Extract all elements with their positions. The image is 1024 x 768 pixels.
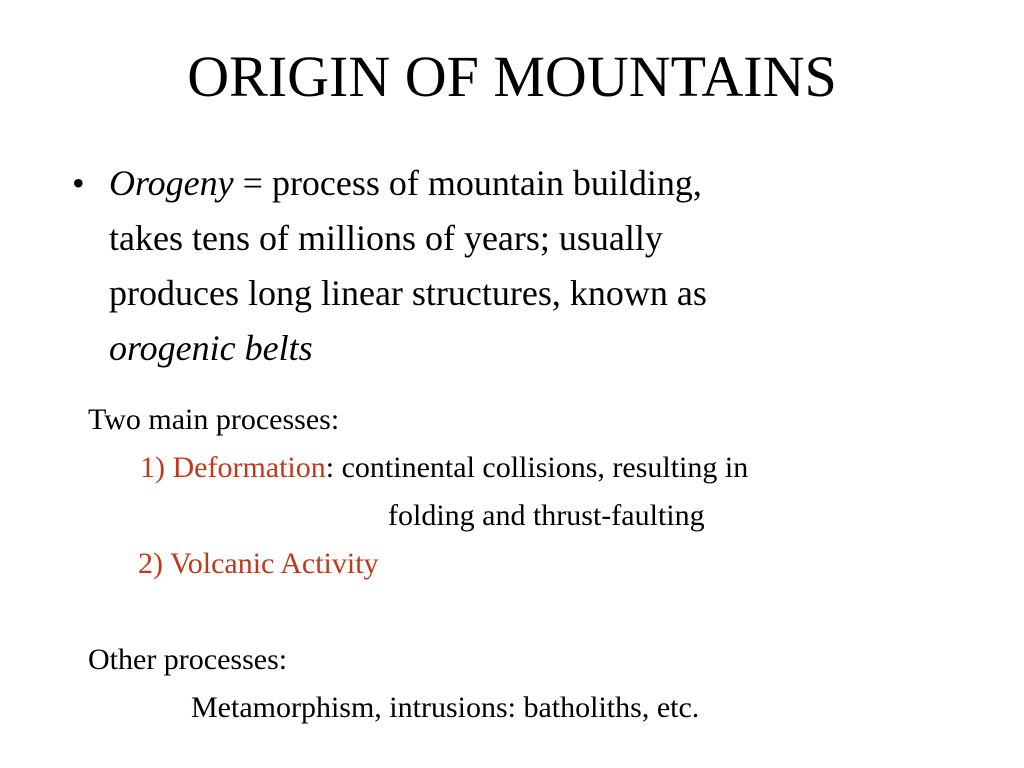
deformation-label: 1) Deformation bbox=[140, 451, 326, 484]
deformation-item bbox=[88, 444, 988, 492]
orogeny-term: Orogeny bbox=[109, 163, 234, 203]
slide-title: ORIGIN OF MOUNTAINS bbox=[187, 44, 837, 109]
bullet-line-1 bbox=[109, 156, 889, 211]
volcanic-activity-item: 2) Volcanic Activity bbox=[138, 547, 379, 580]
bullet-line-3: produces long linear structures, known as bbox=[109, 273, 707, 313]
bullet-text bbox=[109, 156, 889, 376]
other-heading: Other processes: bbox=[88, 643, 288, 676]
orogeny-definition: = process of mountain building, bbox=[233, 163, 702, 203]
bullet-line-2: takes tens of millions of years; usually bbox=[109, 218, 663, 258]
two-main-heading: Two main processes: bbox=[88, 403, 340, 436]
orogenic-belts-term: orogenic belts bbox=[109, 328, 313, 368]
spacer bbox=[88, 588, 988, 636]
processes-section bbox=[88, 396, 988, 732]
deformation-continuation: folding and thrust-faulting bbox=[388, 499, 705, 532]
deformation-description: : continental collisions, resulting in bbox=[325, 451, 749, 484]
bullet-marker: • bbox=[72, 163, 85, 203]
other-detail: Metamorphism, intrusions: batholiths, etc. bbox=[191, 691, 700, 724]
